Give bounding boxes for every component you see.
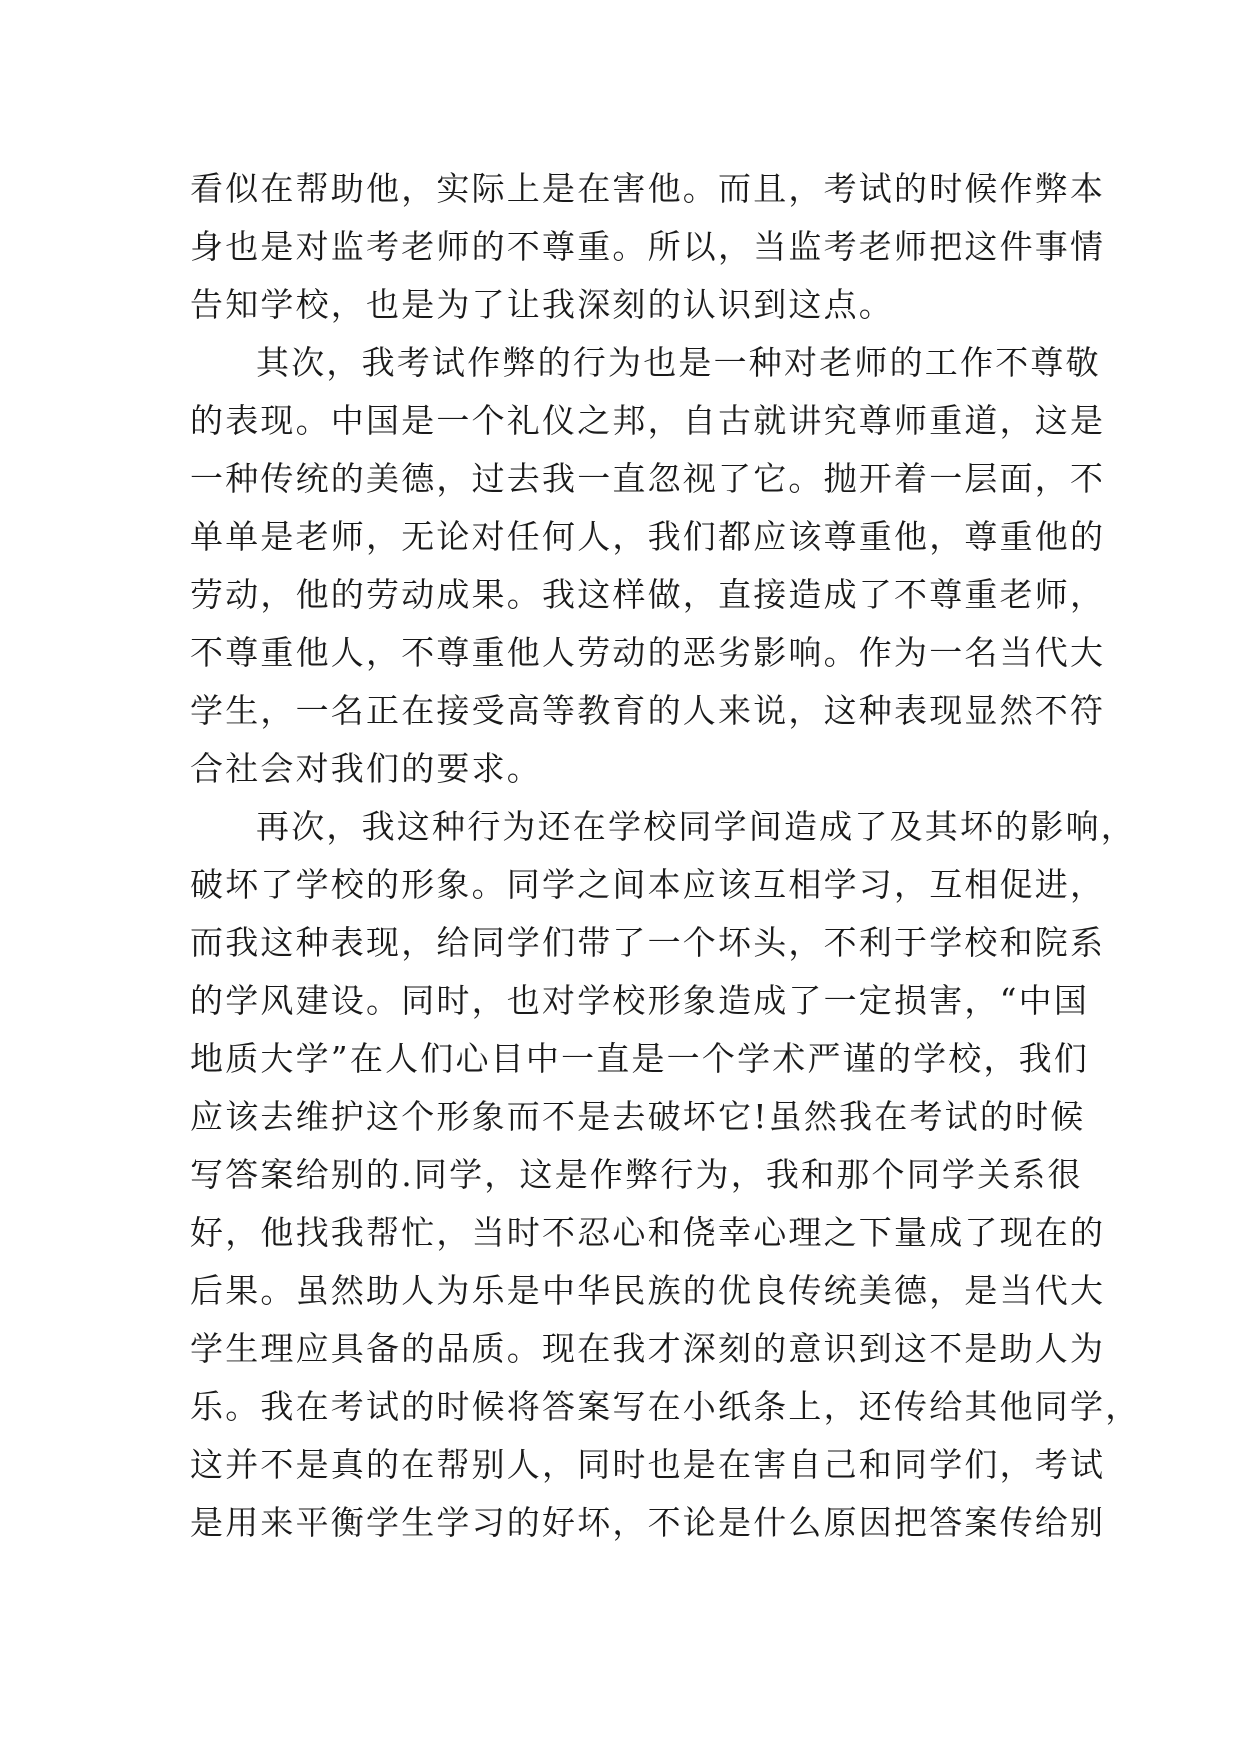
text-line: 告知学校，也是为了让我深刻的认识到这点。 bbox=[190, 285, 894, 324]
text-line: 合社会对我们的要求。 bbox=[190, 749, 542, 788]
text-line: 学生理应具备的品质。现在我才深刻的意识到这不是助人为 bbox=[190, 1329, 1106, 1368]
text-line: 是用来平衡学生学习的好坏，不论是什么原因把答案传给别 bbox=[190, 1503, 1106, 1542]
text-line: 地质大学”在人们心目中一直是一个学术严谨的学校，我们 bbox=[190, 1039, 1090, 1078]
body-text bbox=[190, 160, 1141, 1552]
text-line: 的表现。中国是一个礼仪之邦，自古就讲究尊师重道，这是 bbox=[190, 401, 1106, 440]
text-line: 而我这种表现，给同学们带了一个坏头，不利于学校和院系 bbox=[190, 923, 1106, 962]
document-page bbox=[190, 160, 1141, 1552]
text-line: 写答案给别的.同学，这是作弊行为，我和那个同学关系很 bbox=[190, 1155, 1083, 1194]
text-line: 乐。我在考试的时候将答案写在小纸条上，还传给其他同学， bbox=[190, 1387, 1141, 1426]
text-line: 身也是对监考老师的不尊重。所以，当监考老师把这件事情 bbox=[190, 227, 1106, 266]
text-line: 后果。虽然助人为乐是中华民族的优良传统美德，是当代大 bbox=[190, 1271, 1106, 1310]
text-line: 应该去维护这个形象而不是去破坏它!虽然我在考试的时候 bbox=[190, 1097, 1086, 1136]
text-line: 劳动，他的劳动成果。我这样做，直接造成了不尊重老师， bbox=[190, 575, 1106, 614]
text-line: 不尊重他人，不尊重他人劳动的恶劣影响。作为一名当代大 bbox=[190, 633, 1106, 672]
text-line: 看似在帮助他，实际上是在害他。而且，考试的时候作弊本 bbox=[190, 169, 1106, 208]
text-line: 这并不是真的在帮别人，同时也是在害自己和同学们，考试 bbox=[190, 1445, 1106, 1484]
text-line: 学生，一名正在接受高等教育的人来说，这种表现显然不符 bbox=[190, 691, 1106, 730]
paragraph-first-line: 再次，我这种行为还在学校同学间造成了及其坏的影响， bbox=[256, 807, 1136, 846]
paragraph-first-line: 其次，我考试作弊的行为也是一种对老师的工作不尊敬 bbox=[256, 343, 1101, 382]
text-line: 的学风建设。同时，也对学校形象造成了一定损害，“中国 bbox=[190, 981, 1090, 1020]
text-line: 好，他找我帮忙，当时不忍心和侥幸心理之下量成了现在的 bbox=[190, 1213, 1106, 1252]
text-line: 一种传统的美德，过去我一直忽视了它。抛开着一层面，不 bbox=[190, 459, 1106, 498]
text-line: 单单是老师，无论对任何人，我们都应该尊重他，尊重他的 bbox=[190, 517, 1106, 556]
text-line: 破坏了学校的形象。同学之间本应该互相学习，互相促进， bbox=[190, 865, 1106, 904]
